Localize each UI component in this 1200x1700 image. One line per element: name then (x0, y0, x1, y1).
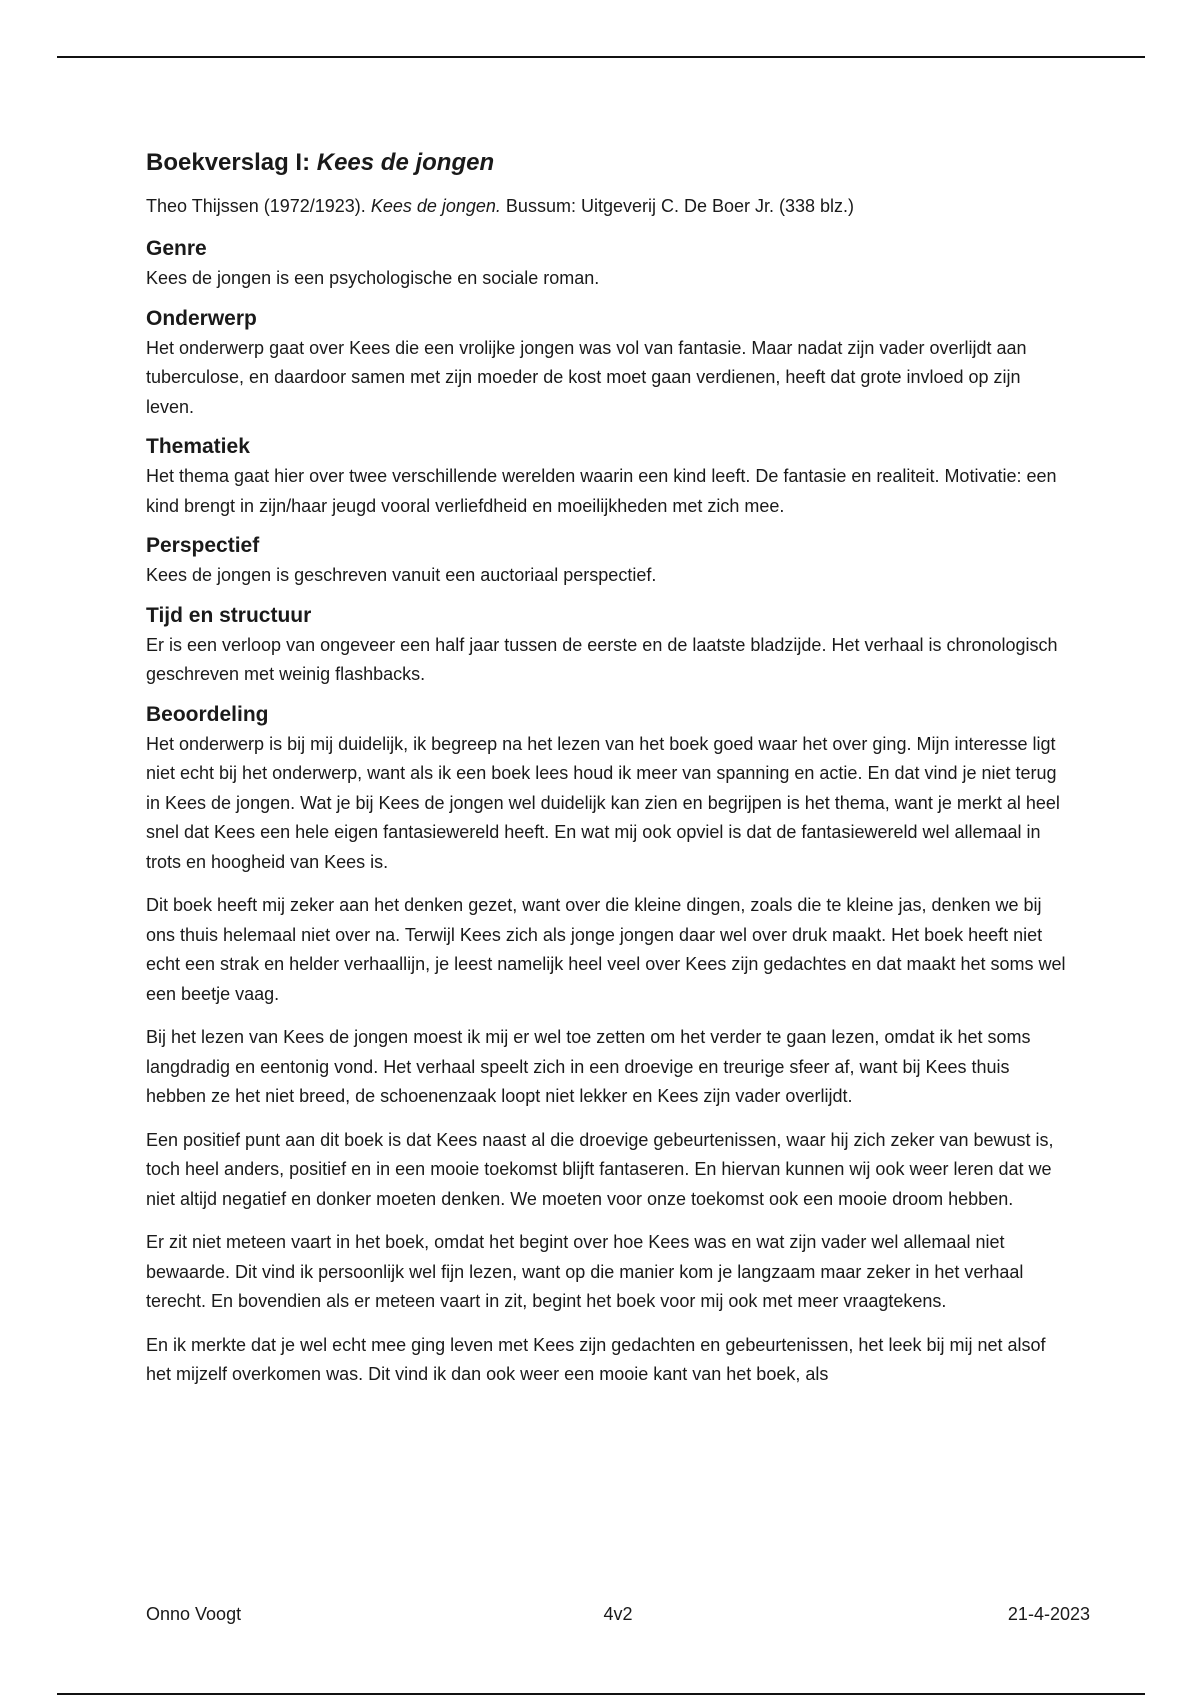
citation (146, 192, 1071, 220)
section-paragraph: En ik merkte dat je wel echt mee ging leven met Kees zijn gedachten en gebeurtenissen, het leek bij mij net alsof het mijzelf overkomen was. Dit vind ik dan ook weer een mooie kant van het boek, als (146, 1334, 1046, 1384)
section-heading: Thematiek (146, 435, 250, 458)
section-beoordeling (146, 700, 1071, 1390)
section-paragraph: Dit boek heeft mij zeker aan het denken gezet, want over die kleine dingen, zoals die te kleine jas, denken we bij ons thuis helemaal niet over na. Terwijl Kees zich als jonge jongen daar wel over druk maakt. Het boek heeft niet echt een strak en helder verhaallijn, je leest namelijk heel veel over Kees zijn gedachtes en dat maakt het soms wel een beetje vaag. (146, 895, 1066, 1004)
section-thematiek (146, 432, 1071, 521)
footer-rule (57, 1693, 1145, 1695)
citation-book: Kees de jongen. (370, 196, 501, 216)
section-paragraph: Bij het lezen van Kees de jongen moest ik mij er wel toe zetten om het verder te gaan lezen, omdat ik het soms langdradig en eentonig vond. Het verhaal speelt zich in een droevige en treurige sfeer af, want bij Kees thuis hebben ze het niet breed, de schoenenzaak loopt niet lekker en Kees zijn vader overlijdt. (146, 1027, 1031, 1106)
header-rule (57, 56, 1145, 58)
page-title (146, 148, 1071, 178)
section-heading: Perspectief (146, 534, 260, 557)
section-heading: Beoordeling (146, 702, 269, 726)
section-perspectief (146, 531, 1071, 591)
section-paragraph: Het thema gaat hier over twee verschillende werelden waarin een kind leeft. De fantasie en realiteit. Motivatie: een kind brengt in zijn/haar jeugd vooral verliefdheid en moeilijkheden met zich mee. (146, 466, 1057, 516)
section-paragraph: Kees de jongen is een psychologische en sociale roman. (146, 268, 600, 288)
footer-date: 21-4-2023 (1007, 1604, 1090, 1624)
section-paragraph: Er is een verloop van ongeveer een half jaar tussen de eerste en de laatste bladzijde. Het verhaal is chronologisch geschreven met weinig flashbacks. (146, 634, 1058, 684)
footer-class: 4v2 (603, 1604, 633, 1624)
title-book: Kees de jongen (316, 149, 495, 176)
section-genre (146, 234, 1071, 294)
section-onderwerp (146, 304, 1071, 423)
document-body (146, 140, 1071, 1400)
section-heading: Genre (146, 237, 207, 260)
section-paragraph: Een positief punt aan dit boek is dat Kees naast al die droevige gebeurtenissen, waar hij zich zeker van bewust is, toch heel anders, positief en in een mooie toekomst blijft fantaseren. En hiervan kunnen wij ook weer leren dat we niet altijd negatief en donker moeten denken. We moeten voor onze toekomst ook een mooie droom hebben. (146, 1129, 1054, 1209)
section-paragraph: Er zit niet meteen vaart in het boek, omdat het begint over hoe Kees was en wat zijn vader wel allemaal niet bewaarde. Dit vind ik persoonlijk wel fijn lezen, want op die manier kom je langzaam maar zeker in het verhaal terecht. En bovendien als er meteen vaart in zit, begint het boek voor mij ook met meer vraagtekens. (146, 1232, 1024, 1311)
citation-publisher: Bussum: Uitgeverij C. De Boer Jr. (338 blz.) (500, 196, 855, 216)
title-prefix: Boekverslag I: (146, 149, 317, 176)
section-paragraph: Het onderwerp gaat over Kees die een vrolijke jongen was vol van fantasie. Maar nadat zijn vader overlijdt aan tuberculose, en daardoor samen met zijn moeder de kost moet gaan verdienen, heeft dat grote invloed op zijn leven. (146, 337, 1027, 417)
section-tijd-en-structuur (146, 601, 1071, 690)
section-paragraph: Kees de jongen is geschreven vanuit een auctoriaal perspectief. (146, 565, 657, 585)
citation-author-year: Theo Thijssen (1972/1923). (146, 196, 371, 216)
section-heading: Onderwerp (146, 306, 257, 330)
section-heading: Tijd en structuur (146, 603, 312, 627)
section-paragraph: Het onderwerp is bij mij duidelijk, ik begreep na het lezen van het boek goed waar het over ging. Mijn interesse ligt niet echt bij het onderwerp, want als ik een boek lees houd ik meer van spanning en actie. En dat vind je niet terug in Kees de jongen. Wat je bij Kees de jongen wel duidelijk kan zien en begrijpen is het thema, want je merkt al heel snel dat Kees een hele eigen fantasiewereld heeft. En wat mij ook opviel is dat de fantasiewereld wel allemaal in trots en hoogheid van Kees is. (146, 733, 1060, 872)
footer-author: Onno Voogt (146, 1604, 242, 1624)
